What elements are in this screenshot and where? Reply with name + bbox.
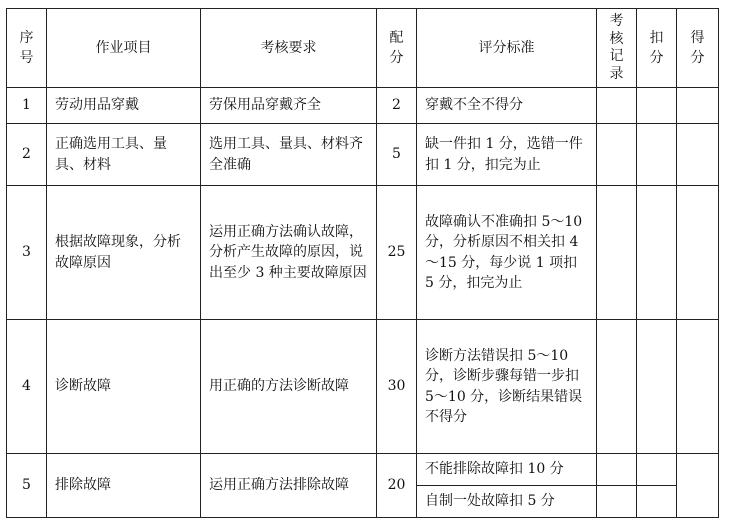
assessment-score-table	[6, 8, 719, 518]
row-criteria: 故障确认不准确扣 5～10 分，分析原因不相关扣 4～15 分，每少说 1 项扣 5 分，扣完为止	[417, 186, 597, 320]
header-record-line2: 记录	[609, 48, 624, 82]
row-score: 25	[377, 186, 417, 320]
table-row	[7, 88, 719, 124]
row-index: 5	[7, 454, 47, 518]
row-record-cell	[597, 88, 637, 124]
row-item: 正确选用工具、量具、材料	[47, 124, 201, 186]
row-criteria: 缺一件扣 1 分，选错一件扣 1 分，扣完为止	[417, 124, 597, 186]
row-gain-cell	[677, 454, 719, 518]
row-requirement: 用正确的方法诊断故障	[201, 320, 377, 454]
table-row	[7, 186, 719, 320]
row-index: 3	[7, 186, 47, 320]
row-criteria-a: 不能排除故障扣 10 分	[417, 454, 597, 486]
header-index: 序号	[7, 9, 47, 88]
row-criteria: 穿戴不全不得分	[417, 88, 597, 124]
row-item: 根据故障现象，分析故障原因	[47, 186, 201, 320]
row-record-cell	[597, 454, 637, 486]
header-requirement: 考核要求	[201, 9, 377, 88]
header-criteria: 评分标准	[417, 9, 597, 88]
row-score: 30	[377, 320, 417, 454]
header-gain: 得分	[677, 9, 719, 88]
row-deduct-cell	[637, 320, 677, 454]
row-requirement: 运用正确方法确认故障，分析产生故障的原因，说出至少 3 种主要故障原因	[201, 186, 377, 320]
row-item: 排除故障	[47, 454, 201, 518]
table-header-row	[7, 9, 719, 88]
row-gain-cell	[677, 124, 719, 186]
row-deduct-cell	[637, 124, 677, 186]
row-record-cell	[597, 186, 637, 320]
row-criteria-b: 自制一处故障扣 5 分	[417, 486, 597, 518]
row-score: 2	[377, 88, 417, 124]
row-index: 4	[7, 320, 47, 454]
row-gain-cell	[677, 320, 719, 454]
header-record-line1: 考核	[609, 13, 624, 47]
header-record	[597, 9, 637, 88]
row-gain-cell	[677, 88, 719, 124]
table-row	[7, 454, 719, 486]
row-deduct-cell	[637, 486, 677, 518]
row-requirement: 运用正确方法排除故障	[201, 454, 377, 518]
row-deduct-cell	[637, 186, 677, 320]
row-score: 20	[377, 454, 417, 518]
row-item: 诊断故障	[47, 320, 201, 454]
row-deduct-cell	[637, 454, 677, 486]
row-record-cell	[597, 320, 637, 454]
header-score: 配分	[377, 9, 417, 88]
header-item: 作业项目	[47, 9, 201, 88]
header-deduct: 扣分	[637, 9, 677, 88]
row-record-cell	[597, 124, 637, 186]
row-criteria: 诊断方法错误扣 5～10 分，诊断步骤每错一步扣 5～10 分，诊断结果错误不得分	[417, 320, 597, 454]
row-index: 2	[7, 124, 47, 186]
row-index: 1	[7, 88, 47, 124]
row-item: 劳动用品穿戴	[47, 88, 201, 124]
row-requirement: 劳保用品穿戴齐全	[201, 88, 377, 124]
table-row	[7, 124, 719, 186]
row-gain-cell	[677, 186, 719, 320]
row-requirement: 选用工具、量具、材料齐全准确	[201, 124, 377, 186]
table-row	[7, 320, 719, 454]
row-deduct-cell	[637, 88, 677, 124]
row-score: 5	[377, 124, 417, 186]
row-record-cell	[597, 486, 637, 518]
